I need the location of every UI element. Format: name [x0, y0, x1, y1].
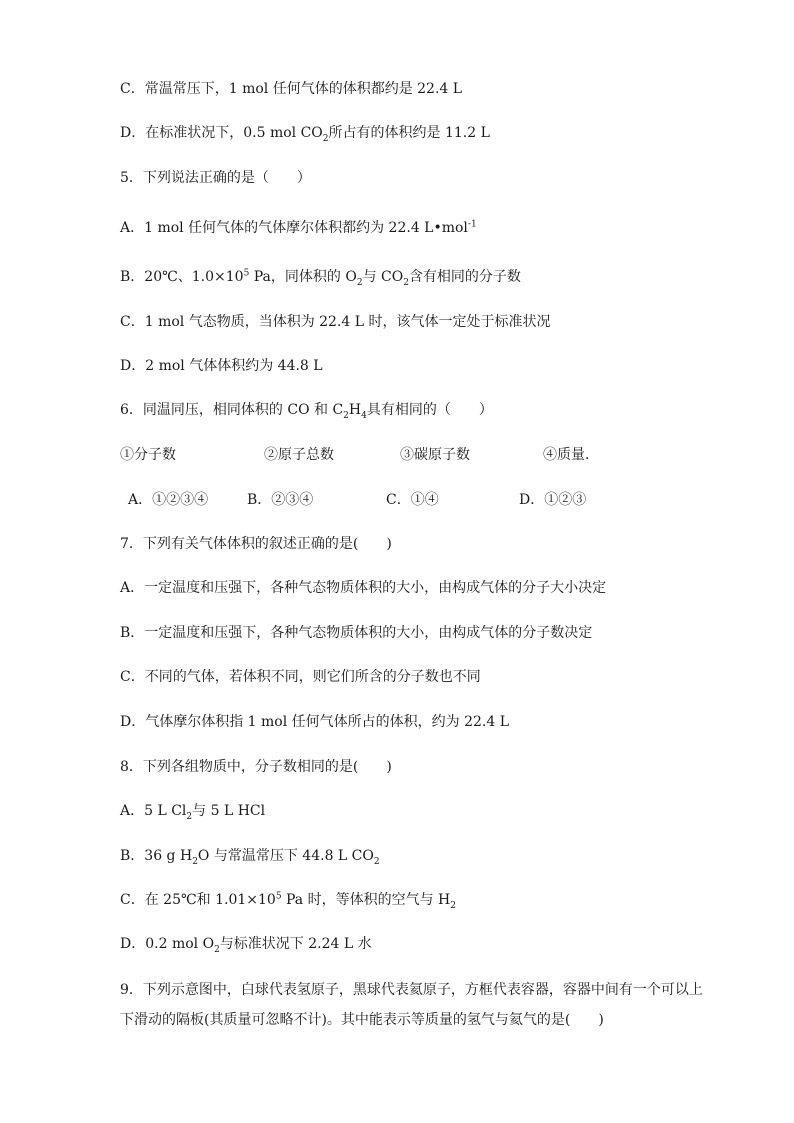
q6-item-1: ①分子数 — [120, 447, 176, 463]
q6-option-d: D．①②③ — [519, 492, 587, 508]
q7-option-c: C．不同的气体，若体积不同，则它们所含的分子数也不同 — [120, 669, 481, 685]
q6-stem: 6．同温同压，相同体积的 CO 和 $C_2H_4$具有相同的（ ） — [120, 402, 493, 421]
q6-option-b: B．②③④ — [247, 492, 314, 508]
q8-option-d: D．0.2 mol $O_2$与标准状况下 2.24 L 水 — [120, 936, 372, 955]
q4-option-c: C．常温常压下，1 mol 任何气体的体积都约是 22.4 L — [120, 81, 463, 97]
q5-stem: 5．下列说法正确的是（ ） — [120, 170, 311, 186]
q5-option-d: D．2 mol 气体体积约为 44.8 L — [120, 358, 323, 374]
q6-item-3: ③碳原子数 — [400, 447, 470, 463]
q8-option-b: B．36 g $H_2O$ 与常温常压下 44.8 L $CO_2$ — [120, 848, 380, 867]
q5-option-c: C．1 mol 气态物质，当体积为 22.4 L 时，该气体一定处于标准状况 — [120, 314, 551, 330]
q9-stem: 9．下列示意图中，白球代表氢原子，黑球代表氦原子，方框代表容器，容器中间有一个可以上下滑动的隔板(其质量可忽略不计)。其中能表示等质量的氢气与氦气的是( ) — [120, 982, 703, 1028]
q7-stem: 7．下列有关气体体积的叙述正确的是( ) — [120, 536, 392, 552]
q5-option-b: B．20℃、$1.0\times 10^5$ Pa，同体积的 $O_2$与 $CO_2$含有相同的分子数 — [120, 268, 521, 288]
q8-option-a: A．5 L $Cl_2$与 5 L HCl — [120, 803, 266, 822]
q7-option-b: B．一定温度和压强下，各种气态物质体积的大小，由构成气体的分子数决定 — [120, 625, 593, 641]
q4-option-d: D．在标准状况下，0.5 mol $CO_2$所占有的体积约是 11.2 L — [120, 125, 490, 144]
q6-option-c: C．①④ — [386, 492, 439, 508]
q8-stem: 8．下列各组物质中，分子数相同的是( ) — [120, 759, 392, 775]
q6-option-a: A．①②③④ — [128, 492, 209, 508]
q6-item-4: ④质量． — [543, 447, 599, 463]
q7-option-d: D．气体摩尔体积指 1 mol 任何气体所占的体积，约为 22.4 L — [120, 714, 510, 730]
q5-option-a: A．1 mol 任何气体的气体摩尔体积都约为 22.4 L•mol$^{-1}$ — [120, 219, 477, 236]
q7-option-a: A．一定温度和压强下，各种气态物质体积的大小，由构成气体的分子大小决定 — [120, 580, 607, 596]
q6-item-2: ②原子总数 — [264, 447, 334, 463]
q8-option-c: C．在 25℃和 $1.01\times 10^5$ Pa 时，等体积的空气与 $H_2$ — [120, 891, 456, 911]
